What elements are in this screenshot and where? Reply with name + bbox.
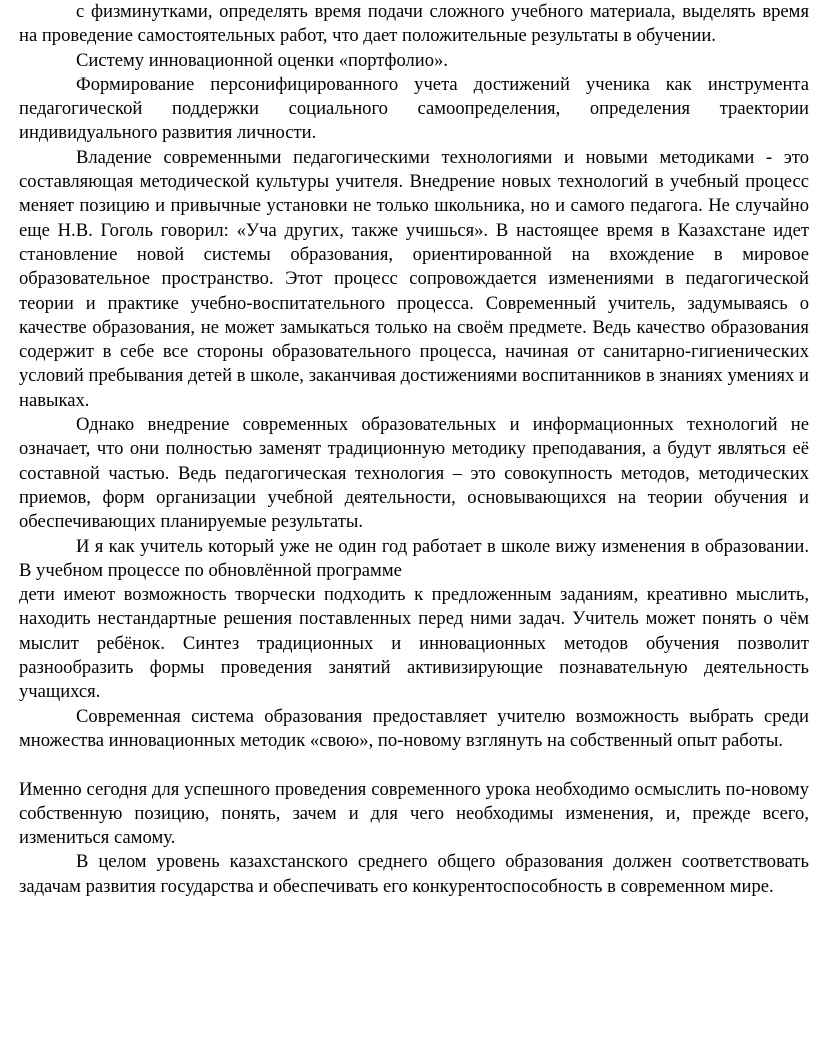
document-page [19,0,809,899]
blank-line [19,753,809,777]
paragraph-5: Однако внедрение современных образовательных и информационных технологий не означает, что они полностью заменят традиционную методику преподавания, а будут являться её составной частью. Ведь педагогическая технология – это совокупность методов, методических приемов, форм организации учебной деятельности, основывающихся на теории обучения и обеспечивающих планируемые результаты. [19,414,809,533]
paragraph-2: Систему инновационной оценки «портфолио». [76,49,449,71]
paragraph-4: Владение современными педагогическими технологиями и новыми методиками - это составляющая методической культуры учителя. Внедрение новых технологий в учебный процесс меняет позицию и привычные установки не только школьника, но и самого педагога. Не случайно еще Н.В. Гоголь говорил: «Уча других, также учишься». В настоящее время в Казахстане идет становление новой системы образования, ориентированной на вхождение в мировое образовательное пространство. Этот процесс сопровождается изменениями в педагогической теории и практике учебно-воспитательного процесса. Современный учитель, задумываясь о качестве образования, не может замыкаться только на своём предмете. Ведь качество образования содержит в себе все стороны образовательного процесса, начиная от санитарно-гигиенических условий пребывания детей в школе, заканчивая достижениями воспитанников в знаниях умениях и навыках. [19,146,809,411]
paragraph-8: Современная система образования предоставляет учителю возможность выбрать среди множества инновационных методик «свою», по-новому взглянуть на собственный опыт работы. [19,705,809,751]
paragraph-1: с физминутками, определять время подачи сложного учебного материала, выделять время на проведение самостоятельных работ, что дает положительные результаты в обучении. [19,1,809,47]
paragraph-6: И я как учитель который уже не один год работает в школе вижу изменения в образовании. В учебном процессе по обновлённой программе [19,535,809,581]
paragraph-9: Именно сегодня для успешного проведения современного урока необходимо осмыслить по-новому собственную позицию, понять, зачем и для чего необходимы изменения, и, прежде всего, измениться самому. [19,778,809,849]
paragraph-7: дети имеют возможность творчески подходить к предложенным заданиям, креативно мыслить, находить нестандартные решения поставленных перед ними задач. Учитель может понять о чём мыслит ребёнок. Синтез традиционных и инновационных методов обучения позволит разнообразить формы проведения занятий активизирующие познавательную деятельность учащихся. [19,584,809,703]
paragraph-10: В целом уровень казахстанского среднего общего образования должен соответствовать задачам развития государства и обеспечивать его конкурентоспособность в современном мире. [19,851,809,897]
paragraph-3: Формирование персонифицированного учета достижений ученика как инструмента педагогической поддержки социального самоопределения, определения траектории индивидуального развития личности. [19,73,809,144]
